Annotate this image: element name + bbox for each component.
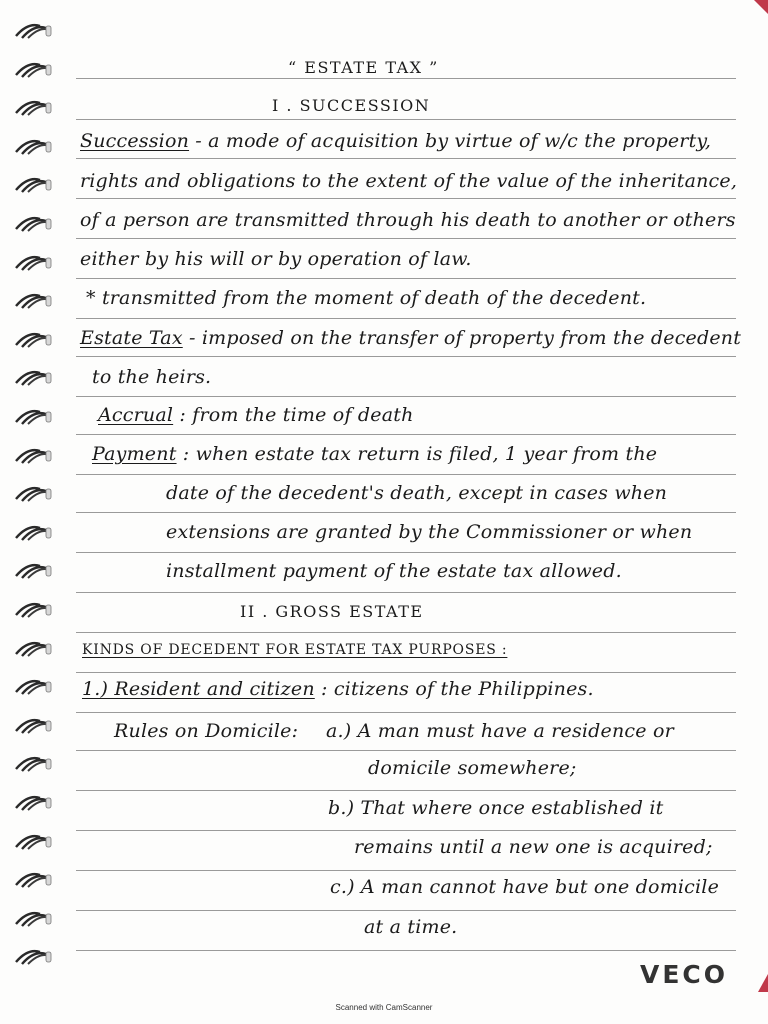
spiral-coil — [14, 560, 54, 580]
succession-definition-line-1: Succession - a mode of acquisition by virtue of w/c the property, — [80, 130, 712, 152]
payment-term: Payment — [92, 443, 177, 465]
accrual-term: Accrual — [98, 404, 174, 426]
spiral-coil — [14, 97, 54, 117]
succession-definition-line-3: of a person are transmitted through his death to another or others — [80, 209, 736, 231]
ruled-line — [76, 790, 736, 791]
domicile-rule-b-line-2: remains until a new one is acquired; — [354, 836, 713, 858]
spiral-coil — [14, 367, 54, 387]
notes-title: “ ESTATE TAX ” — [288, 58, 439, 77]
domicile-rule-a-line-1: a.) A man must have a residence or — [326, 720, 674, 742]
estate-tax-definition-line-1: Estate Tax - imposed on the transfer of property from the decedent — [80, 327, 742, 349]
spiral-coil — [14, 792, 54, 812]
ruled-line — [76, 474, 736, 475]
ruled-line — [76, 910, 736, 911]
decedent-item-1: 1.) Resident and citizen : citizens of the Philippines. — [82, 678, 594, 700]
ruled-line — [76, 750, 736, 751]
domicile-rule-c-line-1: c.) A man cannot have but one domicile — [330, 876, 720, 898]
spiral-coil — [14, 831, 54, 851]
section-heading-succession: I . SUCCESSION — [272, 96, 431, 115]
spiral-coil — [14, 213, 54, 233]
accrual-line: Accrual : from the time of death — [98, 404, 414, 426]
succession-definition-line-4: either by his will or by operation of law. — [80, 248, 472, 270]
domicile-rules-label: Rules on Domicile: — [114, 720, 299, 742]
ruled-line — [76, 238, 736, 239]
spiral-coil — [14, 676, 54, 696]
spiral-binding — [14, 20, 58, 980]
domicile-rule-c-line-2: at a time. — [364, 916, 458, 938]
spiral-coil — [14, 715, 54, 735]
ruled-line — [76, 198, 736, 199]
ruled-line — [76, 672, 736, 673]
ruled-line — [76, 632, 736, 633]
payment-line-3: extensions are granted by the Commissioner or when — [166, 521, 693, 543]
spiral-coil — [14, 445, 54, 465]
ruled-line — [76, 356, 736, 357]
payment-line-4: installment payment of the estate tax allowed. — [166, 560, 622, 582]
spiral-coil — [14, 599, 54, 619]
section-heading-gross-estate: II . GROSS ESTATE — [240, 602, 424, 621]
spiral-coil — [14, 869, 54, 889]
ruled-line — [76, 318, 736, 319]
spiral-coil — [14, 329, 54, 349]
ruled-line — [76, 870, 736, 871]
spiral-coil — [14, 290, 54, 310]
notebook-brand-logo: VECO — [640, 960, 729, 989]
ruled-line — [76, 512, 736, 513]
corner-accent-bottom — [758, 974, 768, 992]
resident-citizen-term: 1.) Resident and citizen — [82, 678, 315, 700]
spiral-coil — [14, 136, 54, 156]
transmitted-note: * transmitted from the moment of death of the decedent. — [86, 287, 647, 309]
spiral-coil — [14, 20, 54, 40]
spiral-coil — [14, 483, 54, 503]
ruled-line — [76, 158, 736, 159]
succession-term: Succession — [80, 130, 190, 152]
succession-definition-line-2: rights and obligations to the extent of the value of the inheritance, — [80, 170, 738, 192]
spiral-coil — [14, 908, 54, 928]
spiral-coil — [14, 406, 54, 426]
spiral-coil — [14, 59, 54, 79]
spiral-coil — [14, 946, 54, 966]
ruled-line — [76, 278, 736, 279]
ruled-line — [76, 552, 736, 553]
spiral-coil — [14, 522, 54, 542]
ruled-line — [76, 950, 736, 951]
ruled-line — [76, 830, 736, 831]
payment-line-1: Payment : when estate tax return is filed, 1 year from the — [92, 443, 658, 465]
payment-line-2: date of the decedent's death, except in cases when — [166, 482, 668, 504]
estate-tax-definition-line-2: to the heirs. — [92, 366, 212, 388]
kinds-of-decedent-heading: KINDS OF DECEDENT FOR ESTATE TAX PURPOSES : — [82, 642, 508, 658]
estate-tax-term: Estate Tax — [80, 327, 183, 349]
ruled-line — [76, 434, 736, 435]
corner-accent-top — [754, 0, 768, 14]
scanner-watermark: Scanned with CamScanner — [335, 1003, 433, 1012]
spiral-coil — [14, 174, 54, 194]
domicile-rule-b-line-1: b.) That where once established it — [328, 797, 664, 819]
domicile-rule-a-line-2: domicile somewhere; — [368, 757, 577, 779]
ruled-line — [76, 119, 736, 120]
ruled-line — [76, 712, 736, 713]
spiral-coil — [14, 252, 54, 272]
spiral-coil — [14, 638, 54, 658]
ruled-line — [76, 592, 736, 593]
ruled-line — [76, 396, 736, 397]
ruled-line — [76, 78, 736, 79]
spiral-coil — [14, 753, 54, 773]
